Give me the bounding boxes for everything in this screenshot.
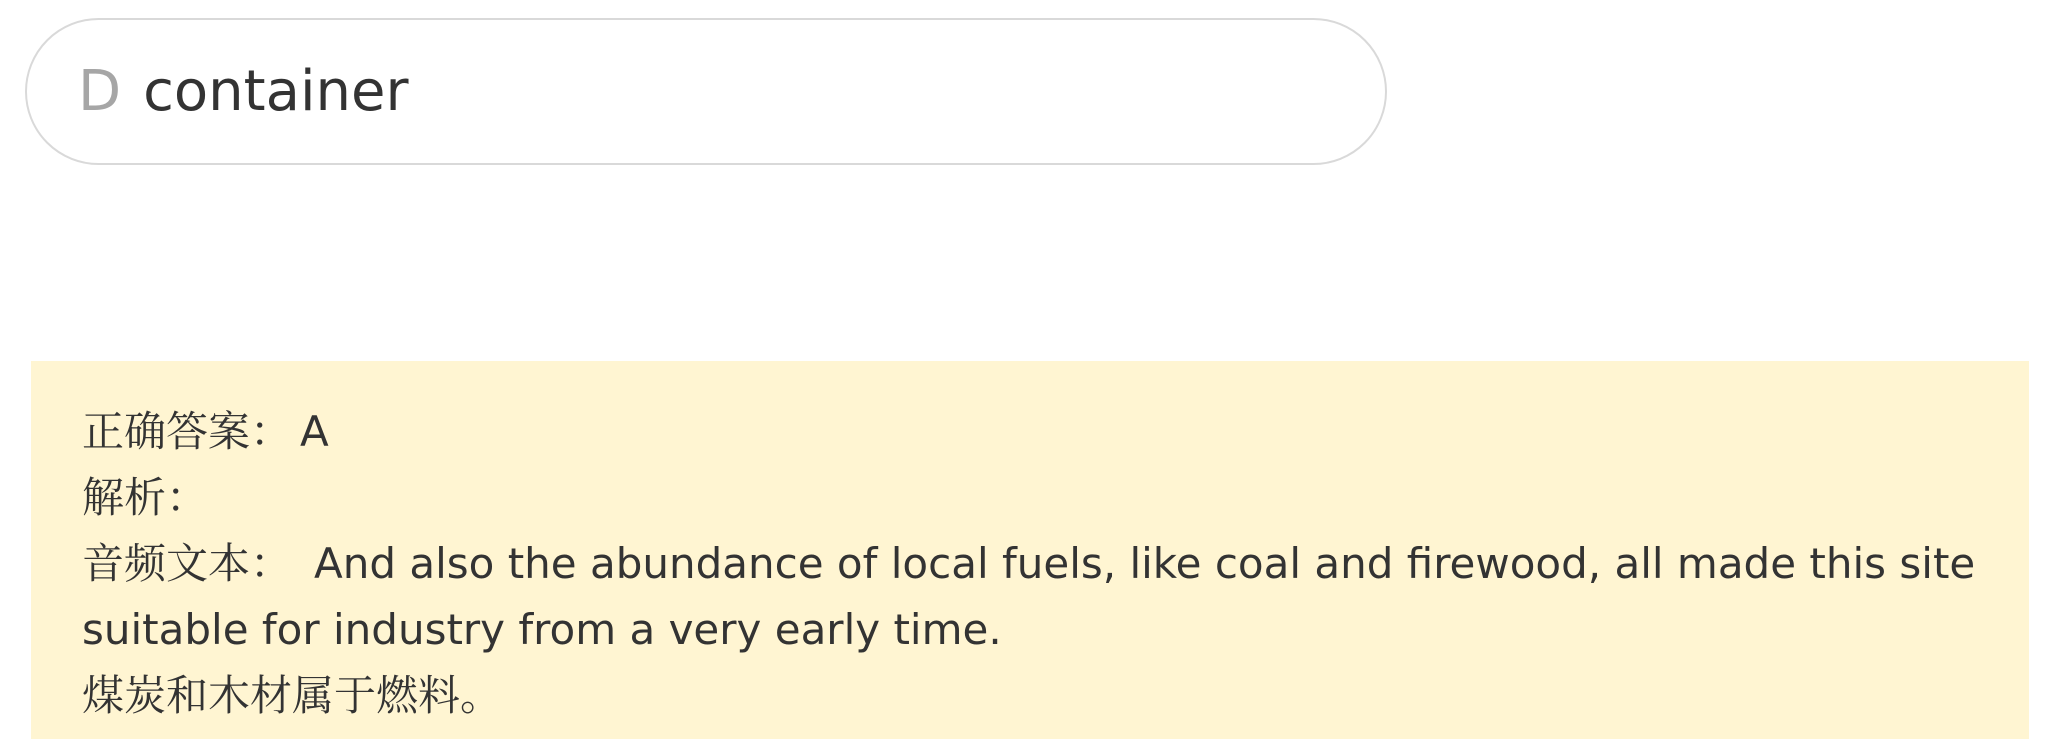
correct-answer-value: A: [300, 407, 329, 456]
audio-text-content: And also the abundance of local fuels, like coal and firewood, all made this site suitable for industry from a very early time.: [82, 539, 1976, 654]
audio-text-label: 音频文本：: [82, 539, 293, 588]
explanation-text: 煤炭和木材属于燃料。: [82, 671, 503, 720]
correct-answer-line: [82, 399, 1979, 465]
option-letter: D: [78, 58, 122, 124]
option-text: container: [143, 58, 409, 124]
option-d[interactable]: [25, 18, 1387, 165]
audio-text-line: [82, 531, 1979, 663]
correct-answer-label: 正确答案：: [82, 407, 293, 456]
analysis-heading: 解析：: [82, 473, 209, 522]
analysis-panel: [31, 361, 2029, 739]
